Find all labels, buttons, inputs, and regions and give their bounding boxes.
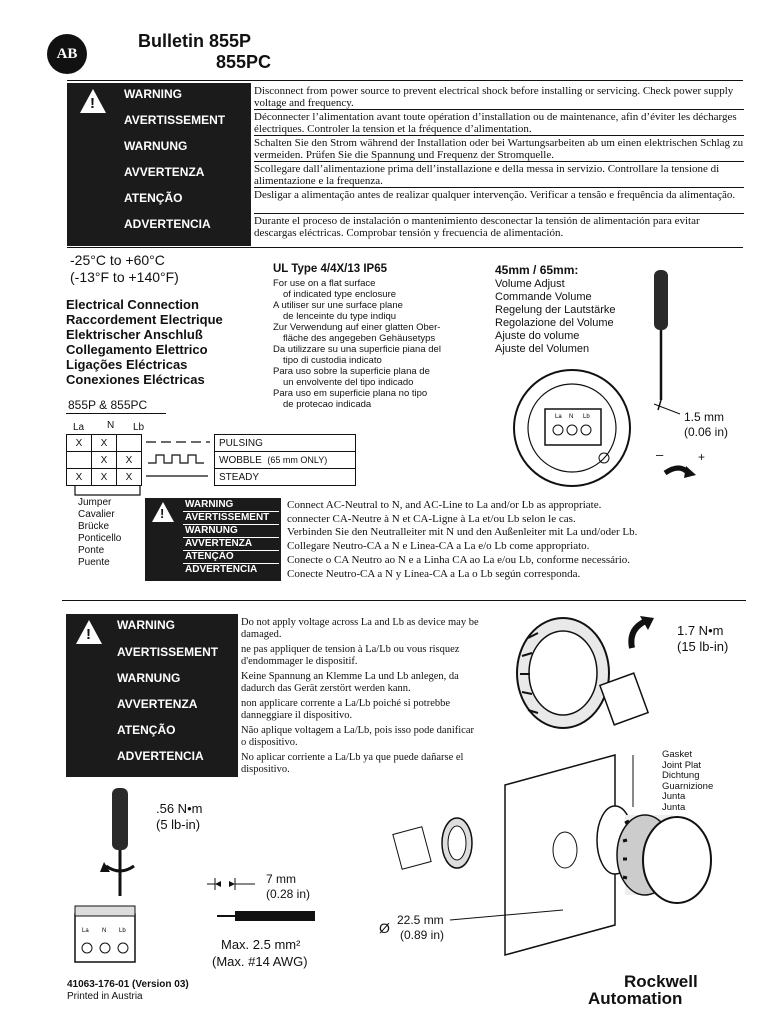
ul-line: Da utilizzare su una superficie piana del bbox=[273, 344, 441, 355]
w3-text-1: ne pas appliquer de tension à La/Lb ou vous risquez d'endommager le dispositif. bbox=[241, 644, 460, 667]
volume-title: 45mm / 65mm: bbox=[495, 263, 579, 277]
w1-label-5: ADVERTENCIA bbox=[124, 217, 211, 231]
cell-n: X bbox=[92, 469, 117, 486]
w2-label: AVVERTENZA bbox=[183, 538, 279, 551]
w3-label-3: AVVERTENZA bbox=[117, 697, 198, 711]
minus-sign: – bbox=[656, 447, 664, 462]
torque-label bbox=[677, 623, 728, 655]
wire-max: Max. 2.5 mm² bbox=[221, 937, 301, 952]
electrical-heading: Raccordement Electrique bbox=[66, 312, 223, 327]
w1-text-2: Schalten Sie den Strom während der Installation oder bei Wartungsarbeiten ab um einen elektrischen Schlag zu vermeiden. Prüfen Sie die Spannung und Frequenz der Stromquelle. bbox=[254, 137, 744, 161]
w1-sep bbox=[254, 213, 744, 214]
terminal-lb: Lb bbox=[583, 414, 590, 420]
model-names: 855P & 855PC bbox=[68, 398, 148, 412]
ul-line: A utiliser sur une surface plane bbox=[273, 300, 403, 311]
ul-line: of indicated type enclosure bbox=[283, 289, 397, 300]
w2-text: Collegare Neutro-CA a N e Linea-CA a La e/o Lb come appropriato. bbox=[287, 540, 590, 553]
w2-text: Conecte o CA Neutro ao N e a Linha CA ao La e/ou Lb, conforme necessário. bbox=[287, 553, 631, 566]
ul-line: Para uso em superficie plana no tipo bbox=[273, 388, 428, 399]
ul-line: Zur Verwendung auf einer glatten Ober- bbox=[273, 322, 441, 333]
mode-note: (65 mm ONLY) bbox=[267, 454, 328, 465]
w1-label-0: WARNING bbox=[124, 87, 182, 101]
temp-celsius: -25°C to +60°C bbox=[70, 252, 165, 268]
jumper-label: Brücke bbox=[78, 521, 110, 532]
jumper-label: Puente bbox=[78, 557, 110, 568]
device-back-illustration bbox=[508, 608, 678, 738]
printed-in: Printed in Austria bbox=[67, 991, 143, 1002]
jumper-labels bbox=[78, 497, 121, 569]
section-divider bbox=[62, 600, 746, 601]
w3-label-2: WARNUNG bbox=[117, 671, 181, 685]
cell-lb: X bbox=[117, 469, 142, 486]
hole-in: (0.89 in) bbox=[400, 928, 445, 942]
terminal-la: La bbox=[555, 414, 562, 420]
volume-line: Volume Adjust bbox=[495, 278, 565, 290]
w2-text: Connect AC-Neutral to N, and AC-Line to La and/or Lb as appropriate. bbox=[287, 499, 602, 511]
jumper-label: Ponticello bbox=[78, 533, 122, 544]
title-line-1: Bulletin 855P bbox=[138, 31, 252, 51]
dim-1-5mm bbox=[684, 410, 728, 440]
mode-label bbox=[215, 435, 356, 452]
gasket-label: Junta bbox=[662, 791, 686, 802]
w2-label: WARNING bbox=[183, 499, 279, 512]
cell-n: X bbox=[92, 452, 117, 469]
ul-title: UL Type 4/4X/13 IP65 bbox=[273, 263, 387, 275]
rockwell-automation-logo bbox=[588, 973, 698, 1007]
temperature bbox=[70, 252, 179, 286]
w1-text-0: Disconnect from power source to prevent electrical shock before installing or servicing. Check power supply voltage and frequency. bbox=[254, 85, 734, 109]
w1-text-4: Desligar a alimentação antes de realizar qualquer intervenção. Verificar a tensão e frequência da alimentação. bbox=[254, 189, 736, 201]
exclamation-icon: ! bbox=[160, 506, 165, 521]
ul-line: For use on a flat surface bbox=[273, 278, 376, 289]
terminal-la: La bbox=[82, 928, 89, 934]
col-lb: Lb bbox=[133, 422, 145, 433]
cell-la bbox=[67, 452, 92, 469]
brand-line-1: Rockwell bbox=[624, 972, 698, 991]
w2-labels bbox=[183, 499, 279, 576]
hole-size bbox=[397, 913, 444, 943]
terminal-n: N bbox=[102, 928, 107, 934]
strip-length bbox=[266, 872, 310, 902]
warning-block-3 bbox=[66, 614, 238, 777]
w1-label-3: AVVERTENZA bbox=[124, 165, 205, 179]
wire-awg: (Max. #14 AWG) bbox=[212, 954, 308, 969]
w3-label-4: ATENÇÃO bbox=[117, 723, 176, 737]
connection-table bbox=[66, 434, 356, 486]
w3-label-1: AVERTISSEMENT bbox=[117, 645, 219, 659]
wobble-symbol bbox=[142, 452, 215, 469]
w2-label: ADVERTENCIA bbox=[185, 564, 258, 575]
terminal-n: N bbox=[569, 414, 574, 420]
w1-text-5: Durante el proceso de instalación o mantenimiento desconectar la tensión de alimentación para evitar descargas eléctricas. Comprobar tensión y frecuencia de alimentación. bbox=[254, 215, 700, 239]
cell-la: X bbox=[67, 469, 92, 486]
volume-line: Commande Volume bbox=[495, 291, 592, 303]
ul-line: un envolvente del tipo indicado bbox=[283, 377, 414, 388]
gasket-label: Guarnizione bbox=[662, 780, 714, 792]
table-row bbox=[67, 452, 356, 469]
temp-fahrenheit: (-13°F to +140°F) bbox=[70, 269, 179, 285]
w1-label-4: ATENÇÃO bbox=[124, 191, 183, 205]
volume-line: Ajuste do volume bbox=[495, 330, 580, 342]
w1-label-1: AVERTISSEMENT bbox=[124, 113, 226, 127]
w1-label-2: WARNUNG bbox=[124, 139, 188, 153]
dim-pointer bbox=[652, 396, 682, 416]
w1-sep bbox=[254, 109, 744, 110]
cell-lb: X bbox=[117, 452, 142, 469]
header-rule bbox=[67, 80, 743, 81]
wire-gauge bbox=[212, 936, 308, 970]
footer-doc bbox=[67, 979, 189, 1003]
w2-text: connecter CA-Neutre à N et CA-Ligne à La et/ou Lb selon le cas. bbox=[287, 512, 576, 525]
dim-in: (0.06 in) bbox=[684, 425, 729, 439]
col-n: N bbox=[107, 420, 115, 431]
pulsing-symbol bbox=[142, 435, 215, 452]
w3-text-4: Não aplique voltagem a La/Lb, pois isso pode danificar o dispositivo. bbox=[241, 725, 474, 748]
w2-label: ATENÇÃO bbox=[183, 551, 279, 564]
mode-label bbox=[215, 452, 356, 469]
col-la: La bbox=[73, 422, 85, 433]
w3-text-0: Do not apply voltage across La and Lb as device may be damaged. bbox=[241, 617, 479, 640]
torque-value: 1.7 N•m bbox=[677, 623, 724, 638]
page-title bbox=[138, 31, 271, 73]
w3-text-2: Keine Spannung an Klemme La und Lb anlegen, da dadurch das Gerät zerstört werden kann. bbox=[241, 671, 459, 694]
volume-adjust-illustration bbox=[500, 268, 710, 493]
ul-line: tipo di custodia indicato bbox=[283, 355, 382, 366]
w2-text: Conecte Neutro-CA a N y Línea-CA a La o Lb según corresponda. bbox=[287, 567, 581, 580]
w1-sep bbox=[254, 135, 744, 136]
strip-in: (0.28 in) bbox=[266, 887, 311, 901]
w1-text-3: Scollegare dall’alimentazione prima dell’installazione e della messa in servizio. Controllare la tensione di alimentazione e la frequenza. bbox=[254, 163, 720, 187]
w3-text-5: No aplicar corriente a La/Lb ya que puede dañarse el dispositivo. bbox=[241, 752, 464, 775]
electrical-heading: Ligações Eléctricas bbox=[66, 357, 188, 372]
volume-line: Regolazione del Volume bbox=[495, 317, 614, 329]
electrical-heading: Elektrischer Anschluß bbox=[66, 327, 203, 342]
ul-line: de protecao indicada bbox=[283, 399, 372, 410]
table-row bbox=[67, 435, 356, 452]
electrical-heading: Collegamento Elettrico bbox=[66, 342, 208, 357]
electrical-headings bbox=[66, 297, 223, 387]
jumper-label: Jumper bbox=[78, 497, 112, 508]
mode-text: WOBBLE bbox=[219, 454, 262, 466]
w3-text-3: non applicare corrente a La/Lb poiché si potrebbe danneggiare il dispositivo. bbox=[241, 698, 451, 721]
dim-mm: 1.5 mm bbox=[684, 410, 725, 424]
warning-block-1 bbox=[67, 83, 251, 246]
ul-line: fläche des angegeben Gehäusetyps bbox=[283, 333, 436, 344]
torque-lb: (15 lb-in) bbox=[677, 639, 729, 654]
gasket-label: Junta bbox=[662, 801, 686, 813]
gasket-label: Gasket bbox=[662, 749, 693, 760]
jumper-label: Cavalier bbox=[78, 509, 115, 520]
electrical-heading: Conexiones Eléctricas bbox=[66, 372, 205, 387]
steady-symbol bbox=[142, 469, 215, 486]
ul-line: Para uso sobre la superficie plana de bbox=[273, 366, 430, 377]
w1-sep bbox=[254, 187, 744, 188]
terminal-screw-illustration bbox=[70, 786, 170, 976]
exclamation-icon: ! bbox=[86, 626, 91, 643]
allen-bradley-logo: AB bbox=[47, 34, 87, 74]
screwdriver-handle-icon bbox=[654, 270, 668, 330]
w2-label: AVERTISSEMENT bbox=[183, 512, 279, 525]
hole-leader bbox=[448, 905, 568, 925]
diameter-icon: Ø bbox=[379, 920, 390, 936]
doc-number: 41063-176-01 (Version 03) bbox=[67, 979, 189, 990]
w2-label: WARNUNG bbox=[183, 525, 279, 538]
gasket-label: Dichtung bbox=[662, 770, 700, 781]
ul-lines bbox=[273, 278, 473, 410]
mode-label bbox=[215, 469, 356, 486]
w3-label-5: ADVERTENCIA bbox=[117, 749, 204, 763]
exclamation-icon: ! bbox=[90, 95, 95, 112]
plus-sign: + bbox=[698, 450, 706, 464]
title-line-2: 855PC bbox=[216, 52, 272, 72]
ul-line: de lenceinte du type indiqu bbox=[283, 311, 397, 322]
screw-torque-lb: (5 lb-in) bbox=[156, 817, 201, 832]
volume-line: Ajuste del Volumen bbox=[495, 343, 590, 355]
w2-texts bbox=[287, 499, 727, 581]
w1-sep bbox=[254, 161, 744, 162]
hole-mm: 22.5 mm bbox=[397, 913, 444, 927]
w3-label-0: WARNING bbox=[117, 618, 175, 632]
volume-line: Regelung der Lautstärke bbox=[495, 304, 616, 316]
cell-lb bbox=[117, 435, 142, 452]
cell-la: X bbox=[67, 435, 92, 452]
screw-torque bbox=[156, 801, 202, 833]
jumper-label: Ponte bbox=[78, 545, 105, 556]
w1-bottom-rule bbox=[67, 247, 743, 248]
w1-text-1: Déconnecter l’alimentation avant toute opération d’installation ou de maintenance, afin d’éviter les décharges électriques. Controler la tension et la fréquence d’alimentation. bbox=[254, 111, 737, 135]
terminal-lb: Lb bbox=[119, 928, 126, 934]
screw-torque-value: .56 N•m bbox=[156, 801, 203, 816]
gasket-label: Joint Plat bbox=[662, 759, 702, 771]
mode-text: STEADY bbox=[219, 471, 260, 483]
electrical-heading: Electrical Connection bbox=[66, 297, 199, 312]
brand-line-2: Automation bbox=[588, 989, 683, 1008]
cell-n: X bbox=[92, 435, 117, 452]
strip-mm: 7 mm bbox=[266, 872, 296, 886]
w2-text: Verbinden Sie den Neutralleiter mit N und den Außenleiter mit La und/oder Lb. bbox=[287, 526, 638, 539]
models-rule bbox=[66, 413, 166, 414]
mode-text: PULSING bbox=[219, 437, 263, 449]
